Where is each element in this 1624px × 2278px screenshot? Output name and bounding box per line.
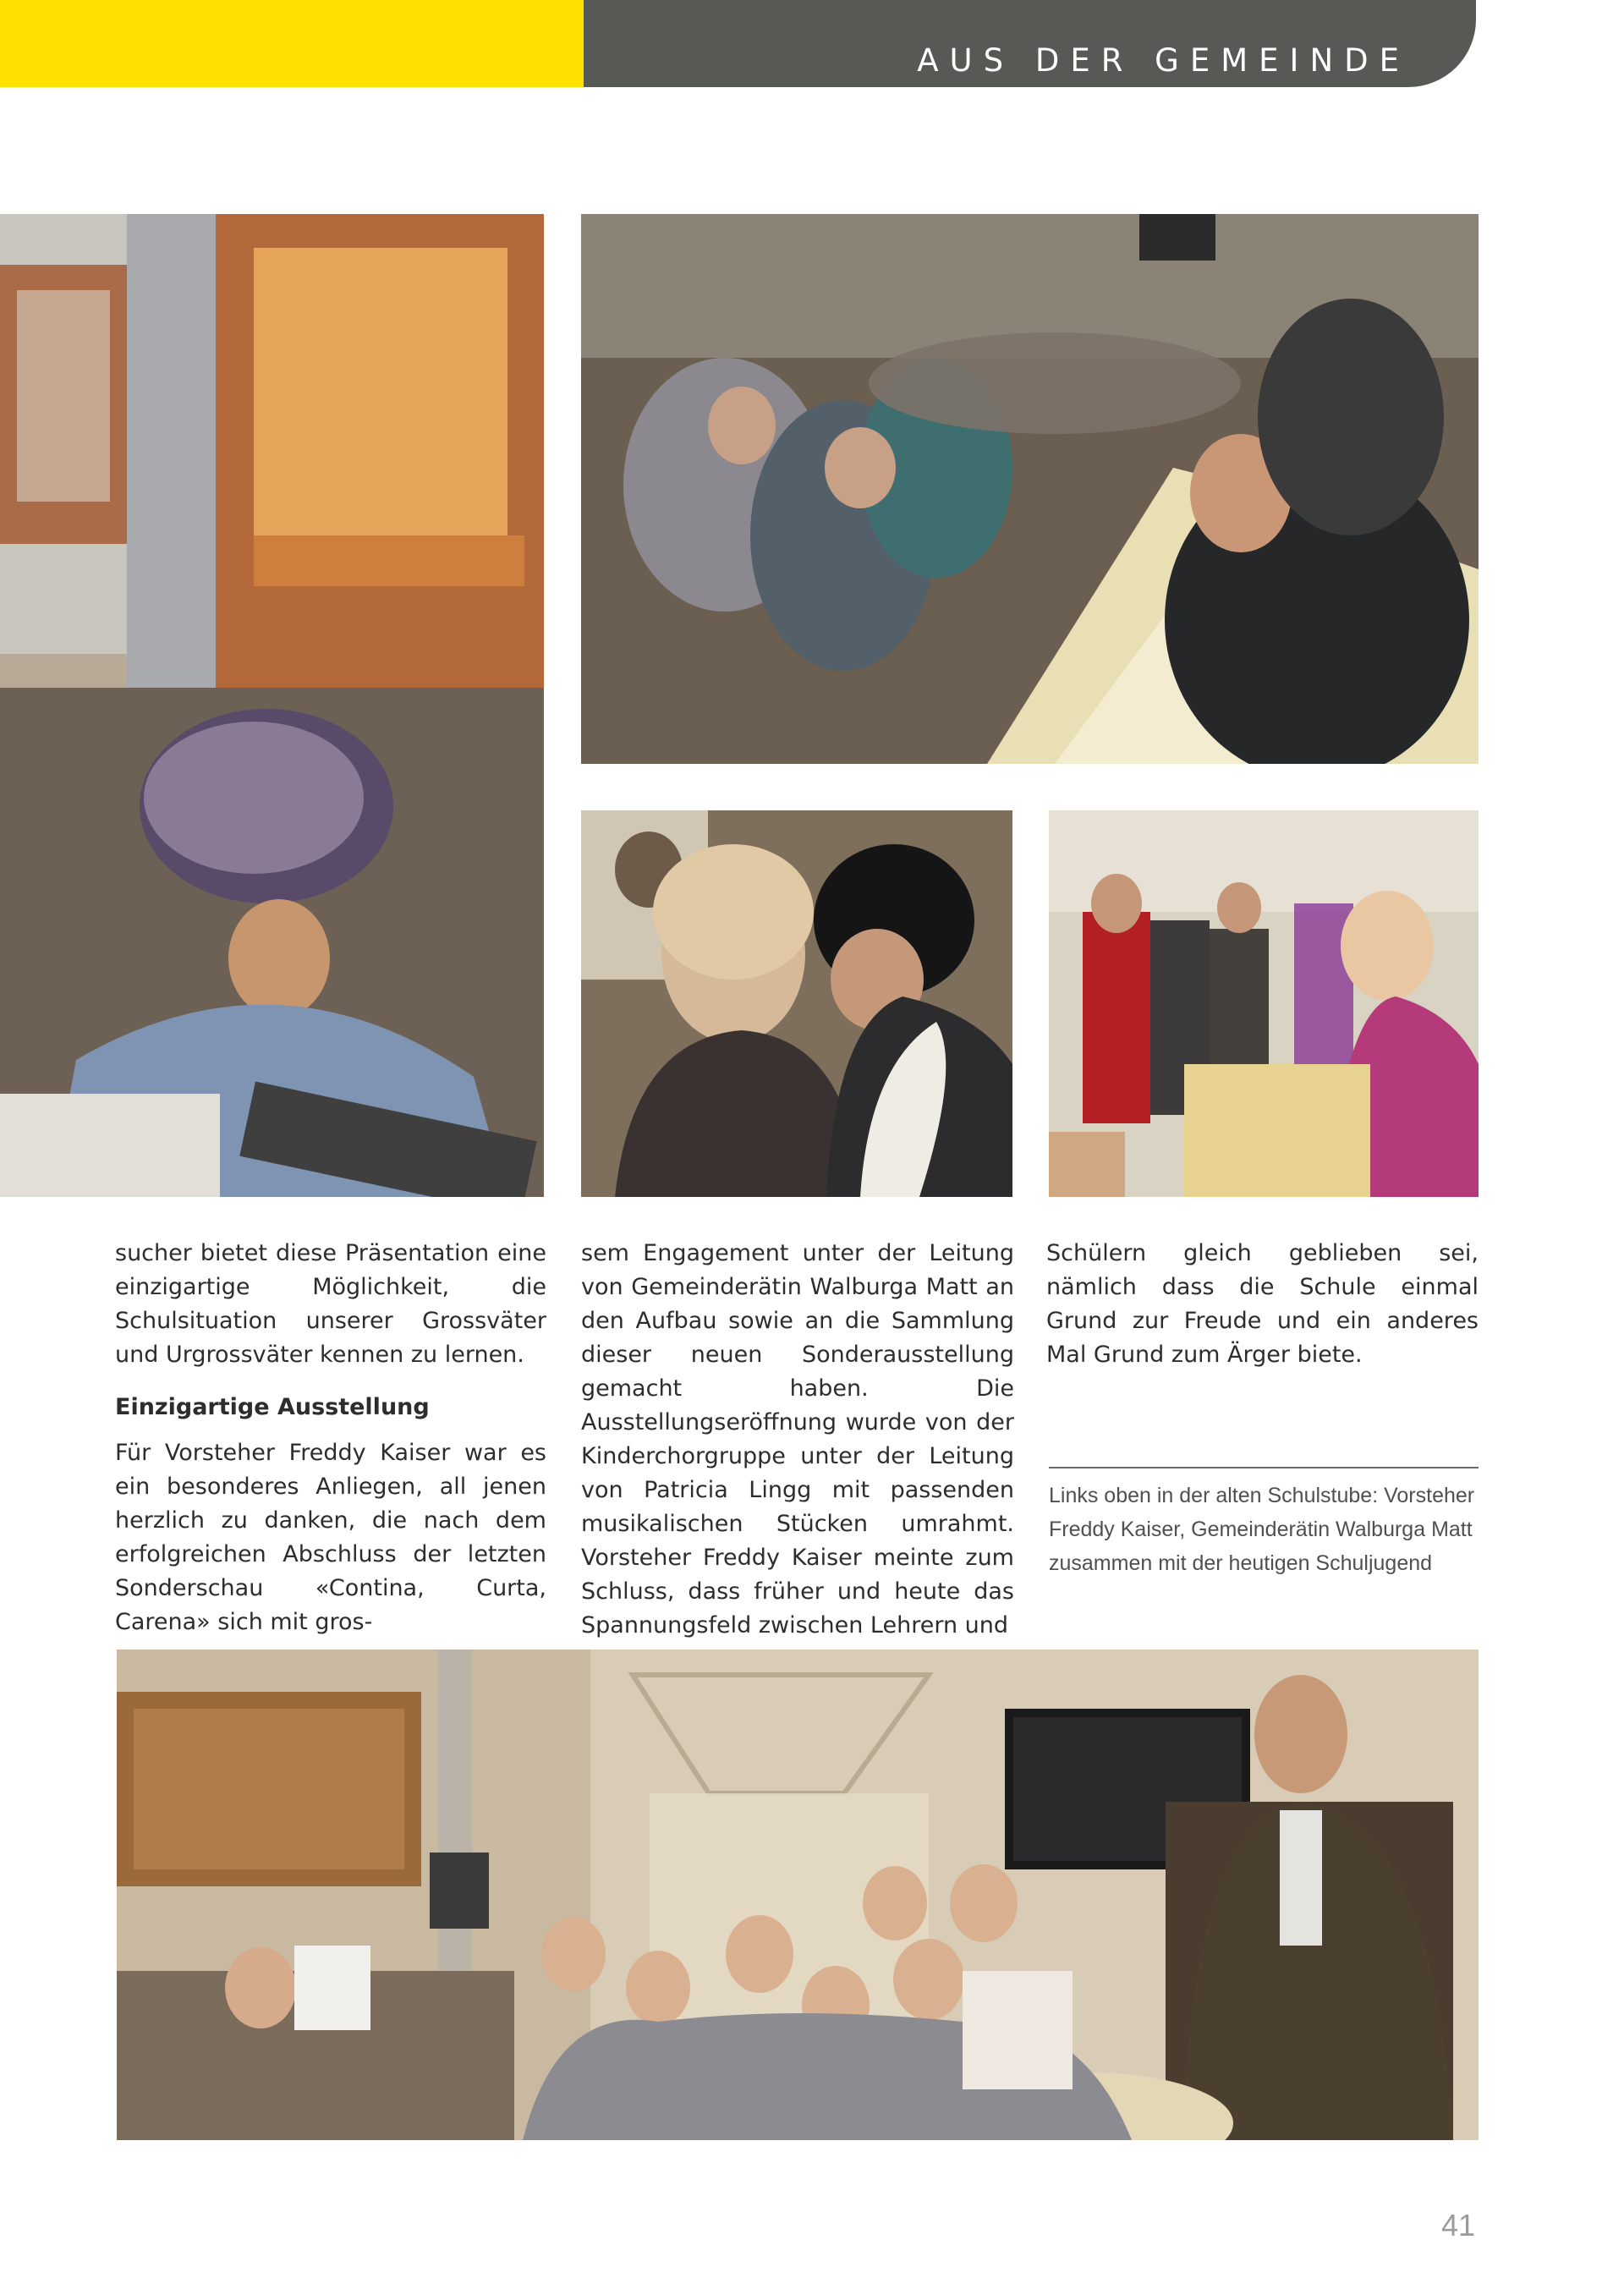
photo-classroom-child bbox=[0, 214, 544, 1197]
article-body-text: Schülern gleich geblieben sei, nämlich dass die Schule einmal Grund zur Freude und ein anderes Mal Grund zum Ärger biete. bbox=[1046, 1240, 1479, 1368]
photo-speaker-and-choir bbox=[117, 1649, 1479, 2140]
header-section-bar bbox=[584, 0, 1476, 87]
photo-two-women bbox=[581, 810, 1012, 1197]
section-title: AUS DER GEMEINDE bbox=[917, 42, 1410, 79]
page-number: 41 bbox=[1440, 2208, 1475, 2242]
article-intro-text: sucher bietet diese Präsentation eine einzigartige Möglichkeit, die Schulsituation unserer Grossväter und Urgrossväter kennen zu lernen. bbox=[115, 1240, 546, 1368]
photo-visitors-group bbox=[1049, 810, 1479, 1197]
article-subheading: Einzigartige Ausstellung bbox=[115, 1394, 430, 1420]
article-body-text: sem Engagement unter der Leitung von Gemeinderätin Walburga Matt an den Aufbau sowie an die Sammlung dieser neuen Sonderausstellung gemacht haben. Die Ausstellungseröffnung wurde von der Kinderchorgruppe unter der Leitung von Patricia Lingg mit passenden musikalischen Stücken umrahmt. Vorsteher Freddy Kaiser meinte zum Schluss, dass früher und heute das Spannungsfeld zwischen Lehrern und bbox=[581, 1240, 1014, 1639]
article-body-text: Für Vorsteher Freddy Kaiser war es ein besonderes Anliegen, all jenen herzlich zu danken, die nach dem erfolgreichen Abschluss der letzten Sonderschau «Contina, Curta, Carena» sich mit gros- bbox=[115, 1440, 546, 1635]
photo-caption: Links oben in der alten Schulstube: Vorsteher Freddy Kaiser, Gemeinderätin Walburga Matt zusammen mit der heutigen Schuljugend bbox=[1049, 1484, 1475, 1575]
article-column-2 bbox=[581, 1237, 1014, 1643]
article-column-1 bbox=[115, 1237, 546, 1639]
photo-audience-long-table bbox=[581, 214, 1479, 764]
caption-divider bbox=[1049, 1467, 1479, 1468]
article-column-3 bbox=[1046, 1237, 1479, 1372]
header-accent-bar bbox=[0, 0, 584, 87]
